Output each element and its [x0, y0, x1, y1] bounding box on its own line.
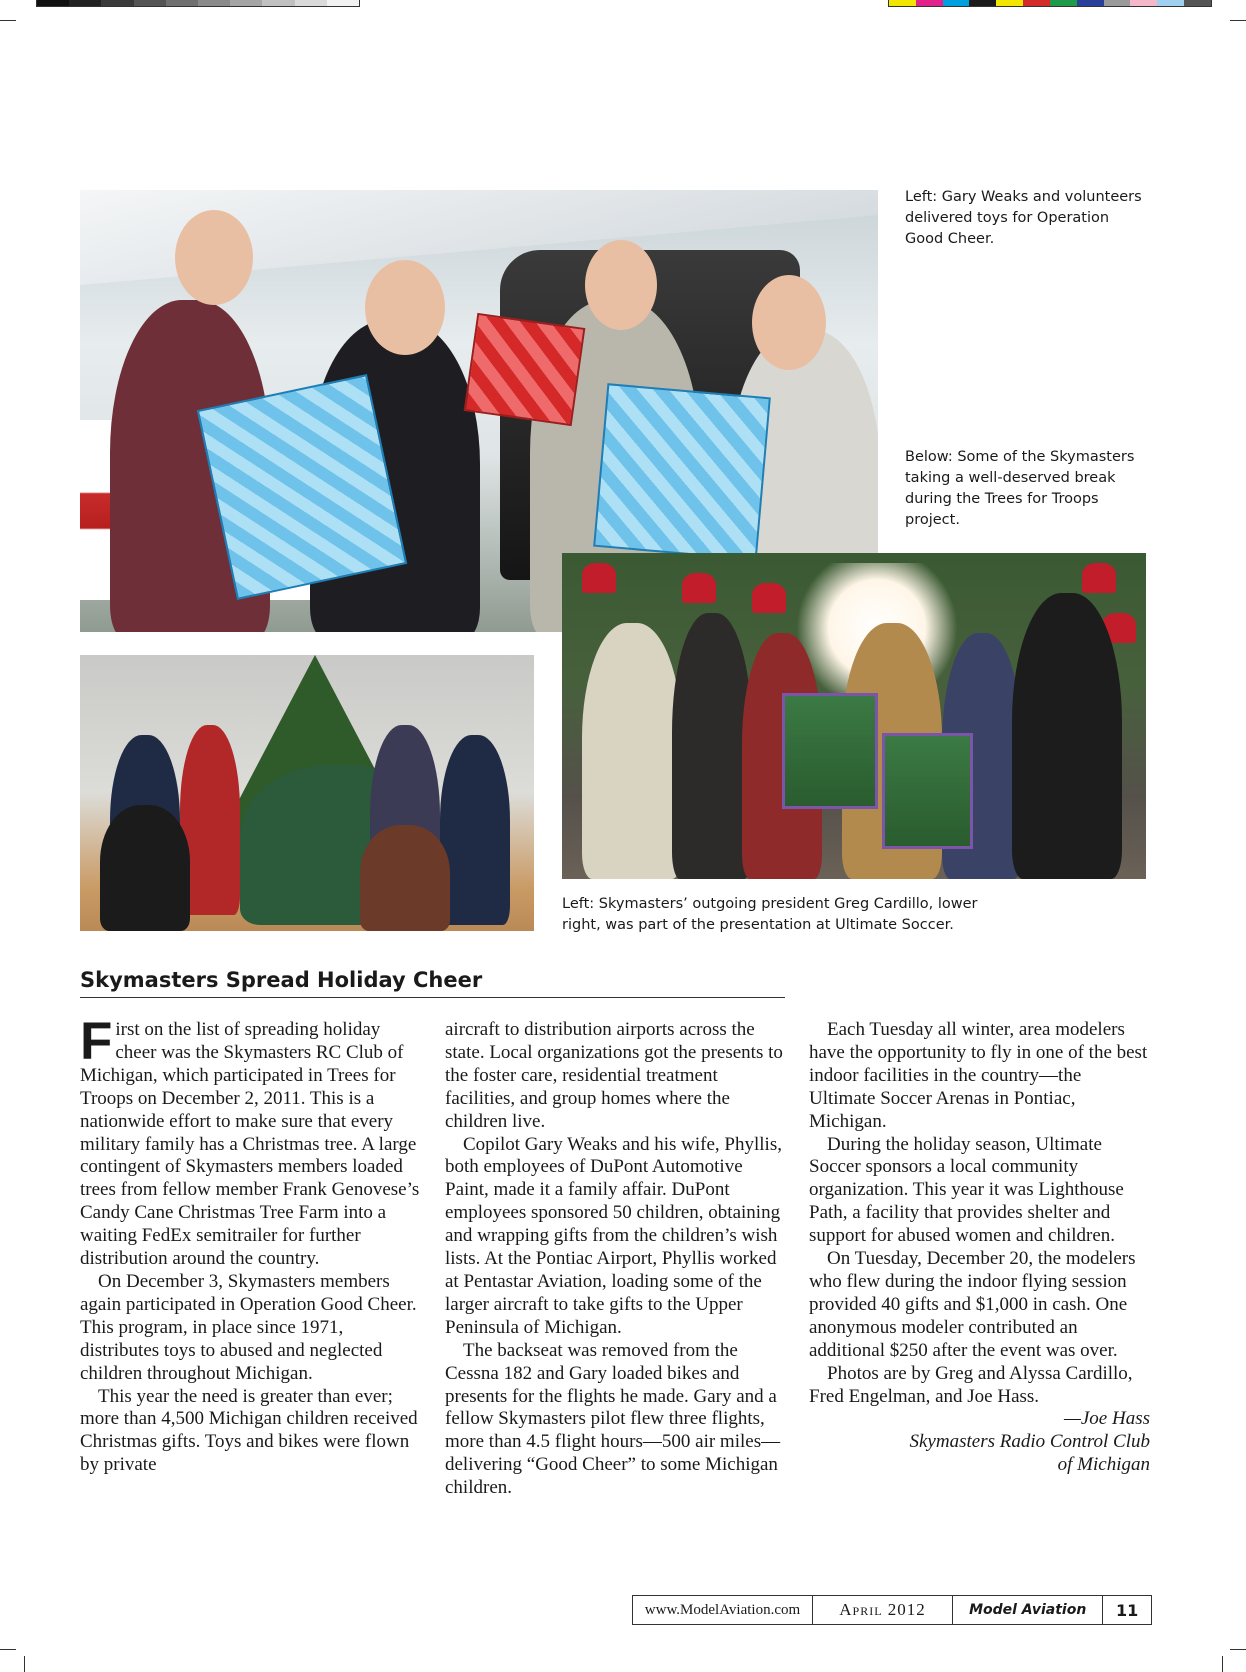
color-swatch — [262, 0, 294, 6]
footer-url[interactable]: www.ModelAviation.com — [633, 1596, 813, 1624]
crop-mark — [0, 1649, 16, 1650]
author-affiliation: Skymasters Radio Control Club — [909, 1431, 1150, 1453]
crop-mark — [0, 20, 16, 21]
color-swatch — [1077, 0, 1104, 6]
author-signature — [809, 1408, 1150, 1477]
color-swatch — [1157, 0, 1184, 6]
paragraph: On Tuesday, December 20, the modelers who flew during the indoor flying session provided 40 gifts and $1,000 in cash. One anonymous modeler contributed an additional $250 after the event was over. — [809, 1248, 1136, 1361]
paragraph: Photos are by Greg and Alyssa Cardillo, Fred Engelman, and Joe Hass. — [809, 1362, 1133, 1407]
crop-mark — [1230, 20, 1246, 21]
color-swatch — [1050, 0, 1077, 6]
color-swatch — [1184, 0, 1211, 6]
drop-cap: F — [80, 1012, 113, 1071]
author-name: —Joe Hass — [1063, 1408, 1150, 1430]
paragraph: Each Tuesday all winter, area modelers have the opportunity to fly in one of the best indoor facilities in the country—the Ultimate Soccer Arenas in Pontiac, Michigan. — [809, 1019, 1148, 1132]
paragraph: This year the need is greater than ever; more than 4,500 Michigan children received Christmas gifts. Toys and bikes were flown by private — [80, 1385, 418, 1476]
photo-trees-for-troops — [562, 553, 1146, 879]
caption-bottom-left: Left: Skymasters’ outgoing president Greg Cardillo, lower right, was part of the presentation at Ultimate Soccer. — [562, 896, 978, 933]
color-swatch — [198, 0, 230, 6]
color-swatch — [37, 0, 69, 6]
caption-below: Below: Some of the Skymasters taking a well-deserved break during the Trees for Troops project. — [905, 449, 1135, 528]
article-column-3 — [809, 1019, 1150, 1477]
color-swatch — [1023, 0, 1050, 6]
color-swatch — [996, 0, 1023, 6]
crop-mark — [1222, 1656, 1223, 1672]
color-swatch — [327, 0, 359, 6]
article-column-2 — [445, 1019, 787, 1500]
color-swatch — [1130, 0, 1157, 6]
grayscale-bar — [36, 0, 360, 7]
paragraph: The backseat was removed from the Cessna 182 and Gary loaded bikes and presents for the flights he made. Gary and a fellow Skymasters pilot flew three flights, more than 4.5 flight hours—500 air miles—delivering “Good Cheer” to some Michigan children. — [445, 1339, 781, 1499]
color-swatch — [943, 0, 970, 6]
paragraph: During the holiday season, Ultimate Soccer sponsors a local community organization. This year it was Lighthouse Path, a facility that provides shelter and support for abused women and children. — [809, 1133, 1124, 1247]
color-bar — [888, 0, 1212, 7]
footer-date: April 2012 — [813, 1596, 953, 1624]
color-swatch — [69, 0, 101, 6]
color-swatch — [889, 0, 916, 6]
photo-group-christmas-tree — [80, 655, 534, 931]
footer-magazine: Model Aviation — [953, 1596, 1103, 1624]
color-swatch — [134, 0, 166, 6]
paragraph: On December 3, Skymasters members again participated in Operation Good Cheer. This program, in place since 1971, distributes toys to abused and neglected children throughout Michigan. — [80, 1270, 417, 1384]
color-swatch — [230, 0, 262, 6]
color-swatch — [101, 0, 133, 6]
paragraph: Copilot Gary Weaks and his wife, Phyllis, both employees of DuPont Automotive Paint, made it a family affair. DuPont employees sponsored 50 children, obtaining and wrapping gifts from the children’s wish lists. At the Pontiac Airport, Phyllis worked at Pentastar Aviation, loading some of the larger aircraft to take gifts to the Upper Peninsula of Michigan. — [445, 1133, 782, 1338]
crop-mark — [24, 1656, 25, 1672]
paragraph: aircraft to distribution airports across the state. Local organizations got the presents to the foster care, residential treatment facilities, and group homes where the children live. — [445, 1019, 783, 1132]
color-swatch — [916, 0, 943, 6]
article-headline: Skymasters Spread Holiday Cheer — [80, 968, 785, 998]
color-swatch — [166, 0, 198, 6]
color-swatch — [969, 0, 996, 6]
crop-mark — [1230, 1649, 1246, 1650]
paragraph: First on the list of spreading holiday cheer was the Skymasters RC Club of Michigan, which participated in Trees for Troops on December 2, 2011. This is a nationwide effort to make sure that every military family has a Christmas tree. A large contingent of Skymasters members loaded trees from fellow member Frank Genovese’s Candy Cane Christmas Tree Farm into a waiting FedEx semitrailer for further distribution around the country. — [80, 1012, 420, 1270]
author-affiliation: of Michigan — [1057, 1454, 1150, 1476]
page-number: 11 — [1115, 1600, 1139, 1620]
article-column-1 — [80, 1012, 420, 1477]
color-swatch — [295, 0, 327, 6]
color-swatch — [1104, 0, 1131, 6]
caption-top-left: Left: Gary Weaks and volunteers delivered toys for Operation Good Cheer. — [905, 189, 1142, 247]
page-footer — [632, 1595, 1152, 1625]
